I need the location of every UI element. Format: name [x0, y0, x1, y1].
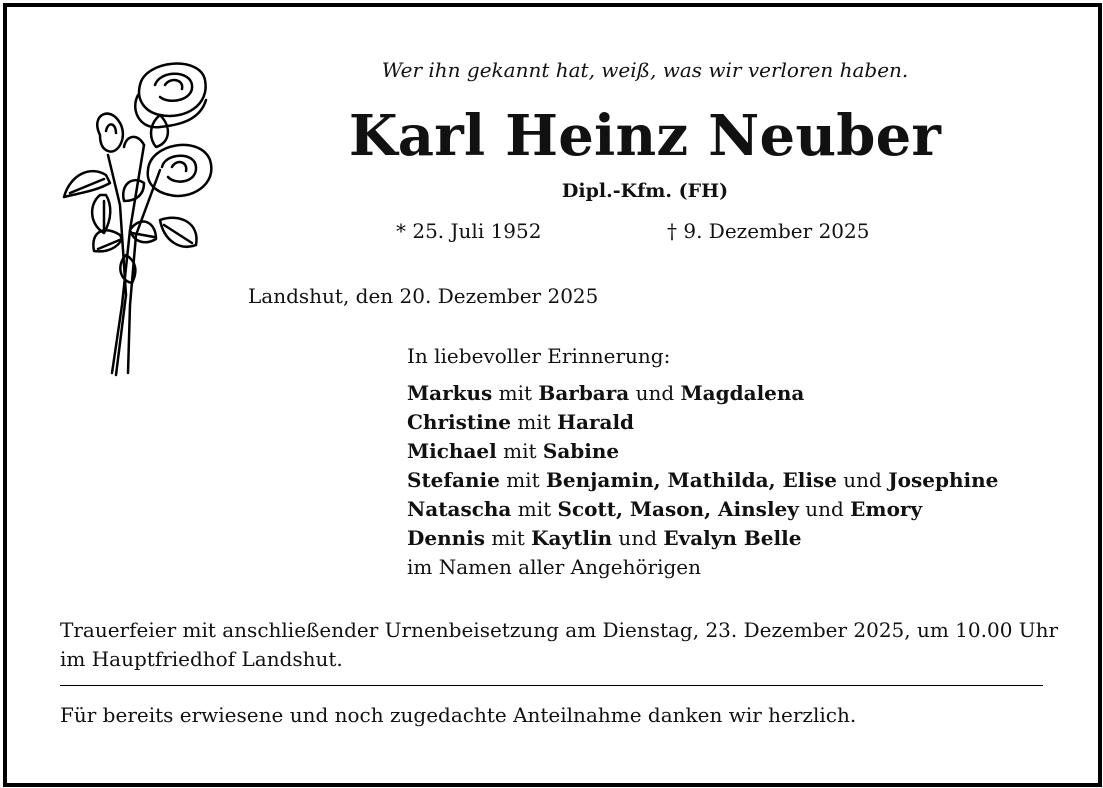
birth-date: * 25. Juli 1952 [396, 219, 542, 243]
mourner-connector: mit [485, 526, 532, 550]
mourner-name: Kaytlin [531, 526, 613, 550]
mourner-connector: und [612, 526, 664, 550]
divider-line [60, 685, 1043, 686]
mourner-name: Stefanie [407, 468, 500, 492]
mourner-line [407, 437, 998, 466]
mourner-name: Dennis [407, 526, 486, 550]
mourner-name: Scott, Mason, Ainsley [557, 497, 799, 521]
mourner-line [407, 408, 998, 437]
mourner-line [407, 466, 998, 495]
mourner-name: Sabine [542, 439, 620, 463]
mourner-line [407, 379, 998, 408]
mourner-line [407, 495, 998, 524]
mourner-line [407, 524, 998, 553]
mourner-connector: und [629, 381, 681, 405]
mourner-connector: mit [510, 410, 558, 434]
mourner-name: Markus [407, 381, 493, 405]
mourner-line [407, 553, 998, 582]
mourner-name: Josephine [888, 468, 999, 492]
mourner-name: Magdalena [680, 381, 805, 405]
mourner-connector: mit [511, 497, 558, 521]
academic-title: Dipl.-Kfm. (FH) [561, 180, 729, 202]
mourner-name: Evalyn Belle [663, 526, 802, 550]
thanks-note: Für bereits erwiesene und noch zugedachte Anteilnahme danken wir herzlich. [60, 703, 857, 727]
mourner-name: Natascha [407, 497, 512, 521]
memory-intro: In liebevoller Erinnerung: [407, 344, 671, 368]
mourner-connector: mit [499, 468, 546, 492]
death-date: † 9. Dezember 2025 [667, 219, 870, 243]
place-date: Landshut, den 20. Dezember 2025 [248, 284, 599, 308]
mourner-connector: im Namen aller Angehörigen [407, 555, 702, 579]
deceased-name: Karl Heinz Neuber [348, 103, 942, 169]
mourner-name: Emory [850, 497, 923, 521]
mourner-name: Christine [407, 410, 511, 434]
mourner-name: Harald [557, 410, 635, 434]
mourner-connector: und [836, 468, 889, 492]
ceremony-info: Trauerfeier mit anschließender Urnenbeisetzung am Dienstag, 23. Dezember 2025, um 10.00 Uhr im Hauptfriedhof Landshut. [60, 618, 1059, 671]
mourner-name: Michael [407, 439, 497, 463]
mourner-connector: und [798, 497, 851, 521]
mourner-name: Barbara [538, 381, 630, 405]
mourners-list [407, 379, 998, 582]
mourner-connector: mit [496, 439, 543, 463]
mourner-connector: mit [492, 381, 539, 405]
motto-quote: Wer ihn gekannt hat, weiß, was wir verloren haben. [381, 58, 909, 82]
mourner-name: Benjamin, Mathilda, Elise [545, 468, 837, 492]
